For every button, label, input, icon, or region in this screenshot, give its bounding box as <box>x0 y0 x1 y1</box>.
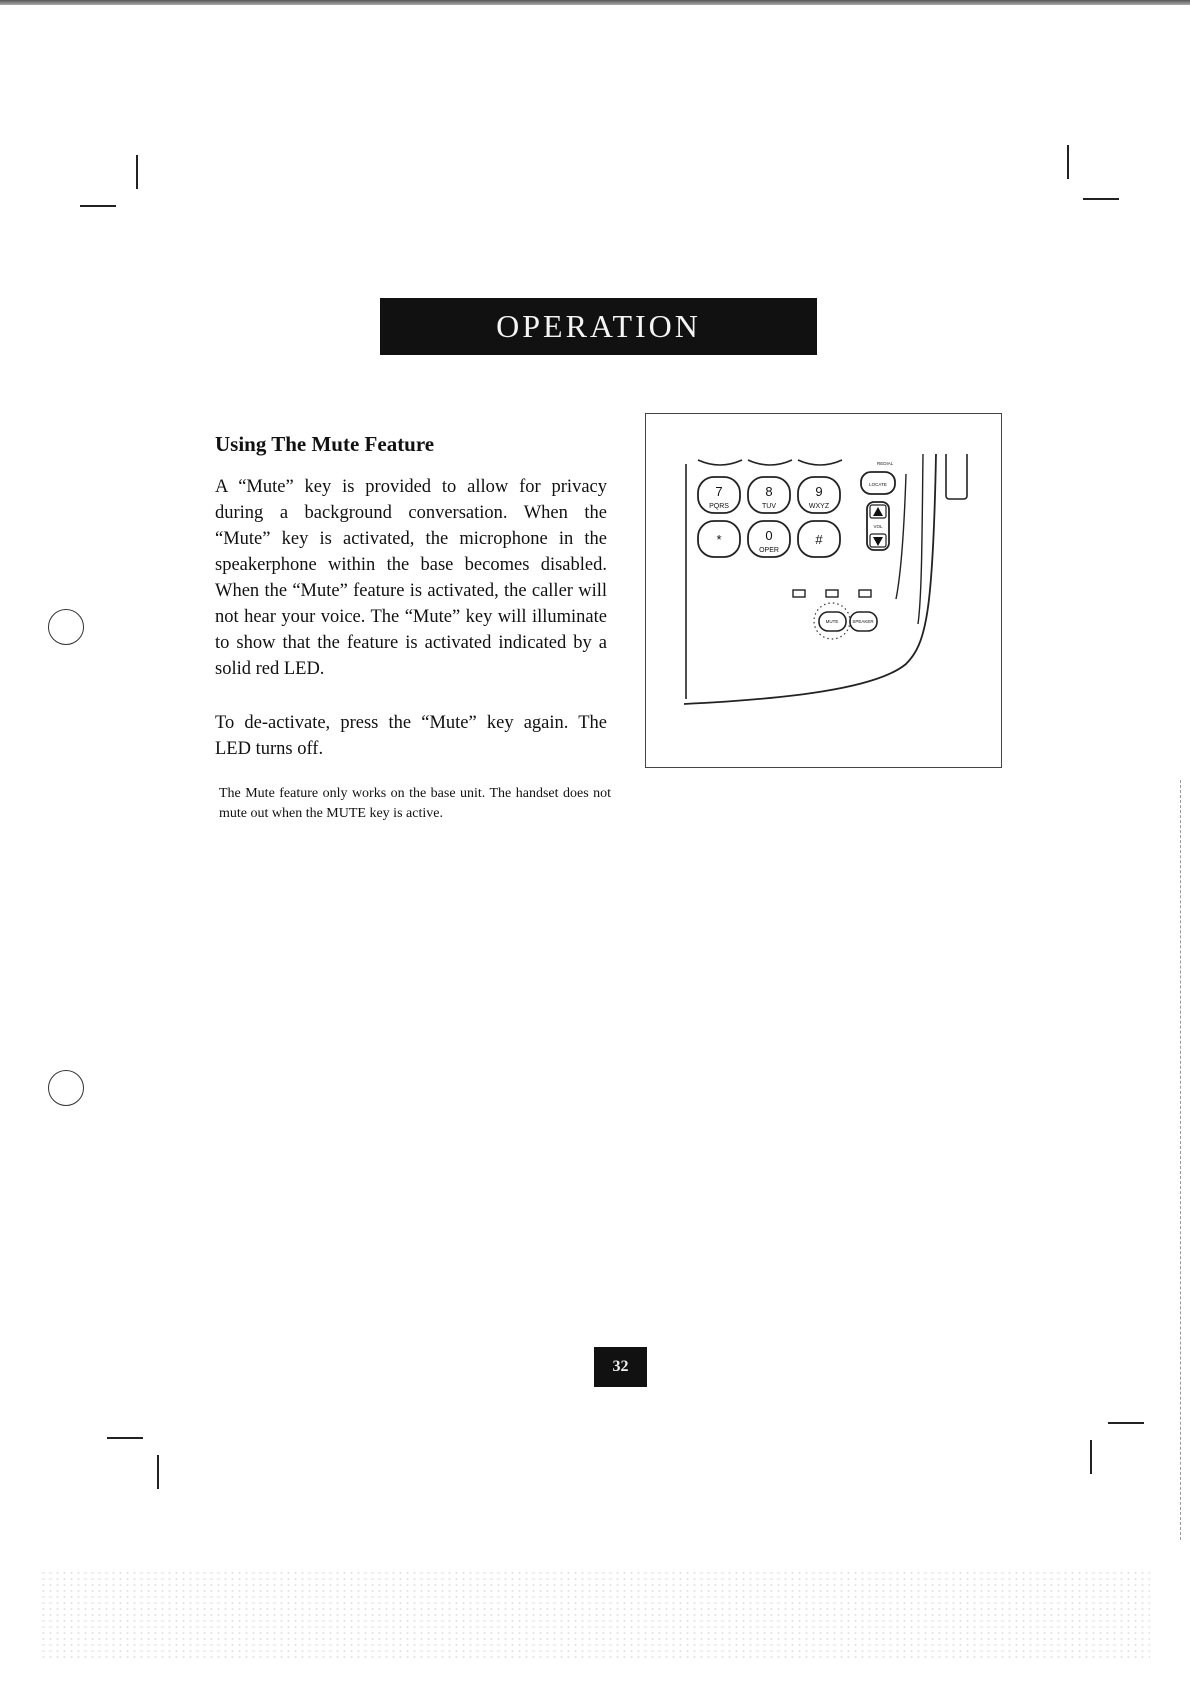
mute-label: MUTE <box>825 619 839 624</box>
page-number: 32 <box>594 1347 647 1387</box>
scan-noise <box>40 1570 1150 1660</box>
crop-mark <box>1083 198 1119 200</box>
key-letters: PQRS <box>709 503 729 510</box>
locate-label: LOCATE <box>869 482 887 487</box>
vol-label: VOL <box>873 524 883 529</box>
key-letters: OPER <box>759 547 779 554</box>
crop-mark <box>107 1437 143 1439</box>
body-paragraph: To de-activate, press the “Mute” key again. The LED turns off. <box>215 713 607 759</box>
note-text: The Mute feature only works on the base unit. The handset does not mute out when the MUTE key is active. <box>219 786 611 821</box>
crop-mark <box>1108 1422 1144 1424</box>
led-indicator <box>859 590 871 597</box>
crop-mark <box>136 155 138 189</box>
key-digit: 0 <box>765 528 773 543</box>
crop-mark <box>157 1455 159 1489</box>
section-banner <box>380 298 817 355</box>
keypad-drawing <box>646 414 1001 767</box>
volume-down-icon <box>873 537 883 546</box>
phone-keypad-illustration <box>645 413 1002 768</box>
key-letters: WXYZ <box>808 503 830 510</box>
led-indicator <box>826 590 838 597</box>
key-digit: * <box>716 532 722 547</box>
key-digit: 9 <box>815 484 823 499</box>
scan-top-edge <box>0 0 1190 5</box>
redial-label: REDIAL <box>877 461 894 466</box>
binder-hole <box>48 609 84 645</box>
key-digit: # <box>815 532 823 547</box>
speaker-label: SPEAKER <box>852 619 874 624</box>
key-letters: TUV <box>762 503 776 510</box>
key-digit: 8 <box>765 484 773 499</box>
key-digit: 7 <box>715 484 723 499</box>
section-title: OPERATION <box>496 308 701 344</box>
volume-up-icon <box>873 507 883 516</box>
section-heading: Using The Mute Feature <box>215 432 435 456</box>
scan-edge <box>1180 780 1181 1540</box>
crop-mark <box>1067 145 1069 179</box>
handset-cradle <box>946 454 967 499</box>
crop-mark <box>80 205 116 207</box>
led-indicator <box>793 590 805 597</box>
crop-mark <box>1090 1440 1092 1474</box>
body-paragraph: A “Mute” key is provided to allow for privacy during a background conversation. When the “Mute” key is activated, the microphone in the speakerphone within the base becomes disabled. When the “Mute” feature is activated, the caller will not hear your voice. The “Mute” key will illuminate to show that the feature is activated indicated by a solid red LED. <box>215 477 607 679</box>
binder-hole <box>48 1070 84 1106</box>
